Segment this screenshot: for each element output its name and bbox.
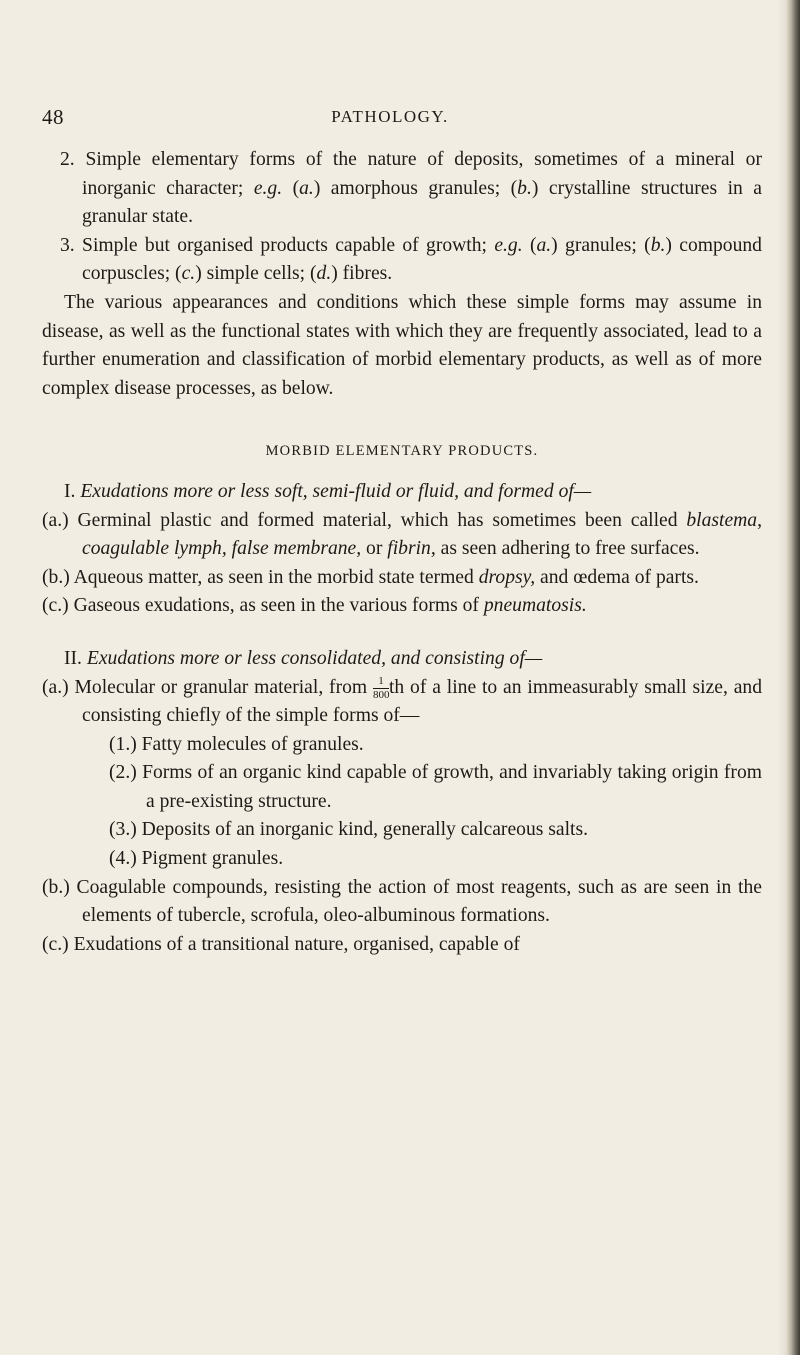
section-title: MORBID ELEMENTARY PRODUCTS.	[265, 443, 539, 460]
fraction: $\frac{1}{800}$	[372, 674, 390, 701]
page-body	[42, 146, 762, 959]
group-2-heading: II. Exudations more or less consolidated, and consisting of—	[64, 647, 543, 669]
page-edge	[786, 0, 800, 1355]
subitem-4: (4.) Pigment granules.	[109, 848, 284, 870]
page-shadow	[778, 0, 786, 1355]
page-number: 48	[42, 105, 64, 129]
subitem-2: (2.) Forms of an organic kind capable of growth, and invariably taking origin from a pre-existing structure.	[109, 762, 762, 812]
subitem-1: (1.) Fatty molecules of granules.	[109, 733, 364, 755]
group-1-item-c: (c.) Gaseous exudations, as seen in the various forms of pneumatosis.	[42, 595, 587, 617]
group-1-item-b: (b.) Aqueous matter, as seen in the morbid state termed dropsy, and œdema of parts.	[42, 566, 699, 588]
group-1-item-a: (a.) Germinal plastic and formed material, which has sometimes been called blastema, coagulable lymph, false membrane, or fibrin, as seen adhering to free surfaces.	[42, 509, 762, 560]
group-2-item-c: (c.) Exudations of a transitional nature, organised, capable of	[42, 933, 520, 955]
subitem-3: (3.) Deposits of an inorganic kind, generally calcareous salts.	[109, 819, 589, 841]
list-item-3: 3. Simple but organised products capable of growth; e.g. (a.) granules; (b.) compound corpuscles; (c.) simple cells; (d.) fibres.	[60, 234, 762, 285]
list-item-2: 2. Simple elementary forms of the nature of deposits, sometimes of a mineral or inorganic character; e.g. (a.) amorphous granules; (b.) crystalline structures in a granular state.	[60, 149, 763, 228]
intro-paragraph: The various appearances and conditions which these simple forms may assume in disease, as well as the functional states with which they are frequently associated, lead to a further enumeration and classification of morbid elementary products, as well as of more complex disease processes, as below.	[42, 291, 762, 399]
page-header	[0, 105, 780, 135]
group-2-item-a: (a.) Molecular or granular material, from $\frac{1}{800}$ th of a line to an immeasurably small size, and consisting chiefly of the simple forms of—	[42, 674, 762, 727]
group-1-heading: I. Exudations more or less soft, semi-fluid or fluid, and formed of—	[64, 480, 592, 502]
group-2-item-b: (b.) Coagulable compounds, resisting the action of most reagents, such as are seen in the elements of tubercle, scrofula, oleo-albuminous formations.	[42, 876, 762, 927]
running-title: PATHOLOGY.	[331, 107, 449, 126]
